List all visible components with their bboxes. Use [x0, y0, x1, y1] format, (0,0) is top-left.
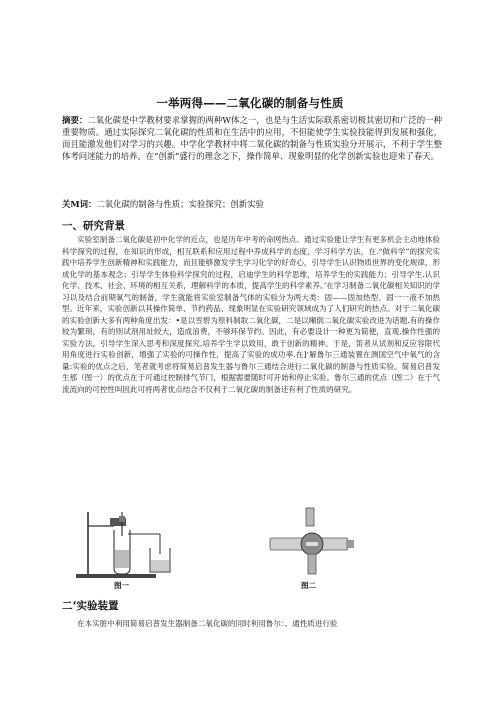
apparatus-paragraph: 在本实脏中利用简易启普发生器制备二氧化碳的同时利用鲁尔：、通性质进行验	[77, 619, 338, 628]
section-heading-apparatus: 二‘实验装置	[62, 600, 119, 612]
body-paragraph: 实验室制备二氧化碳是初中化学的近点，也是历年中考的命网热点。通过实验能让学生有更多机会主动地体验科学探究的过程，在知识的形成，相互联系和应用过程中养成科学的态度，学习科学方法，在.“做科学”的探究实践中培养学生创新精神和实践能力，而且能够激发学生学习化学的好奇心，引导学生认识物质世界的变化规律，形成化学的基本观念；引导学生体验科学探究的过程，启迪学生的科学思维，培养学生的实践能力；引导学生.认识化学、技术、社会、环境的相互关系，理解科学的本质，提高学生的科学素养。’在学习制备二氧化碳相关知识的学习以及结合前期氧气的制备，学生就能将实验室制备气体的实验分为两大类：固——固加热型、固一一液不加热型。近年来，实验创新以其操作简单、节约药品、现象明显在实验研究领域成为了人们研究的热点。对于二氧化碳的实验创新大多有两种角度出发：•是以雪碧为原料制取二氧化碳，二是以噸倒二氧化碳实验改进为话题.有的操作较为繁琐，有的则试剂用址较大，造成浪费，不够环保节约。因此，有必要设计一种更为简便，直观,操作性强的实验方法，引导学生深入思考和深度探究,培养学生学以致用，敢于创新的精神。于是，笛者从试剂和反应容限代用角度进行实验创新，增强了实验的可操作性，提高了实验的成功率.在]‘解鲁尔三通装置在测国空气中氧气的含量:实验的优点之后，笔者就考虑将简易启普发生器与鲁尔三通结合进行二氧化碳的制备与性质实验。简易启普发生那（图一）的优点在于可通过控制排气节门，根据需要随时可开始和停止实验。鲁尔三通的优点（图二）在于气流流向的可控性叫因此可将两者优点结合不仅利于二氧化碳的制备还有利了性质的研究。	[62, 235, 440, 394]
apparatus-drawing	[70, 508, 180, 580]
abstract-text: 二氧化碳是中学教材要求掌握的两种W体之一，也是与生活实际联系密切极其密切和广泛的一种重要物质。通过实际探究二氧化碳的性质和在生活中的应用，不但能使学生实验技能得到发展和强化，而且能激发他们对学习的兴趣。中学化学教材中将二氧化碳的制备与性质实验分开展示，不利于学生整体考问迷能力的培养。在“创新”盛行的理念之下，操作简单、现象明显的化学创新实验也迎来了春天。	[62, 115, 443, 162]
abstract-label: 摘要：	[62, 115, 88, 125]
keywords	[62, 198, 442, 210]
page-title: 一举两得——二氧化碳的制备与性质	[156, 96, 344, 110]
keywords-text: 二氧化碳的制备与性质；实验探究；创新实验	[96, 199, 264, 209]
figure-1-apparatus	[70, 508, 180, 580]
abstract	[62, 114, 442, 162]
section-body-background	[62, 234, 440, 395]
figure-1-caption: 图一	[114, 581, 129, 590]
section-heading-background: 一、研究背景	[62, 220, 125, 232]
figure-2-caption: 图二	[301, 581, 316, 590]
figure-2-three-way-valve	[262, 506, 362, 580]
keywords-label: 关M词：	[62, 199, 97, 209]
three-way-valve-drawing	[262, 506, 362, 580]
